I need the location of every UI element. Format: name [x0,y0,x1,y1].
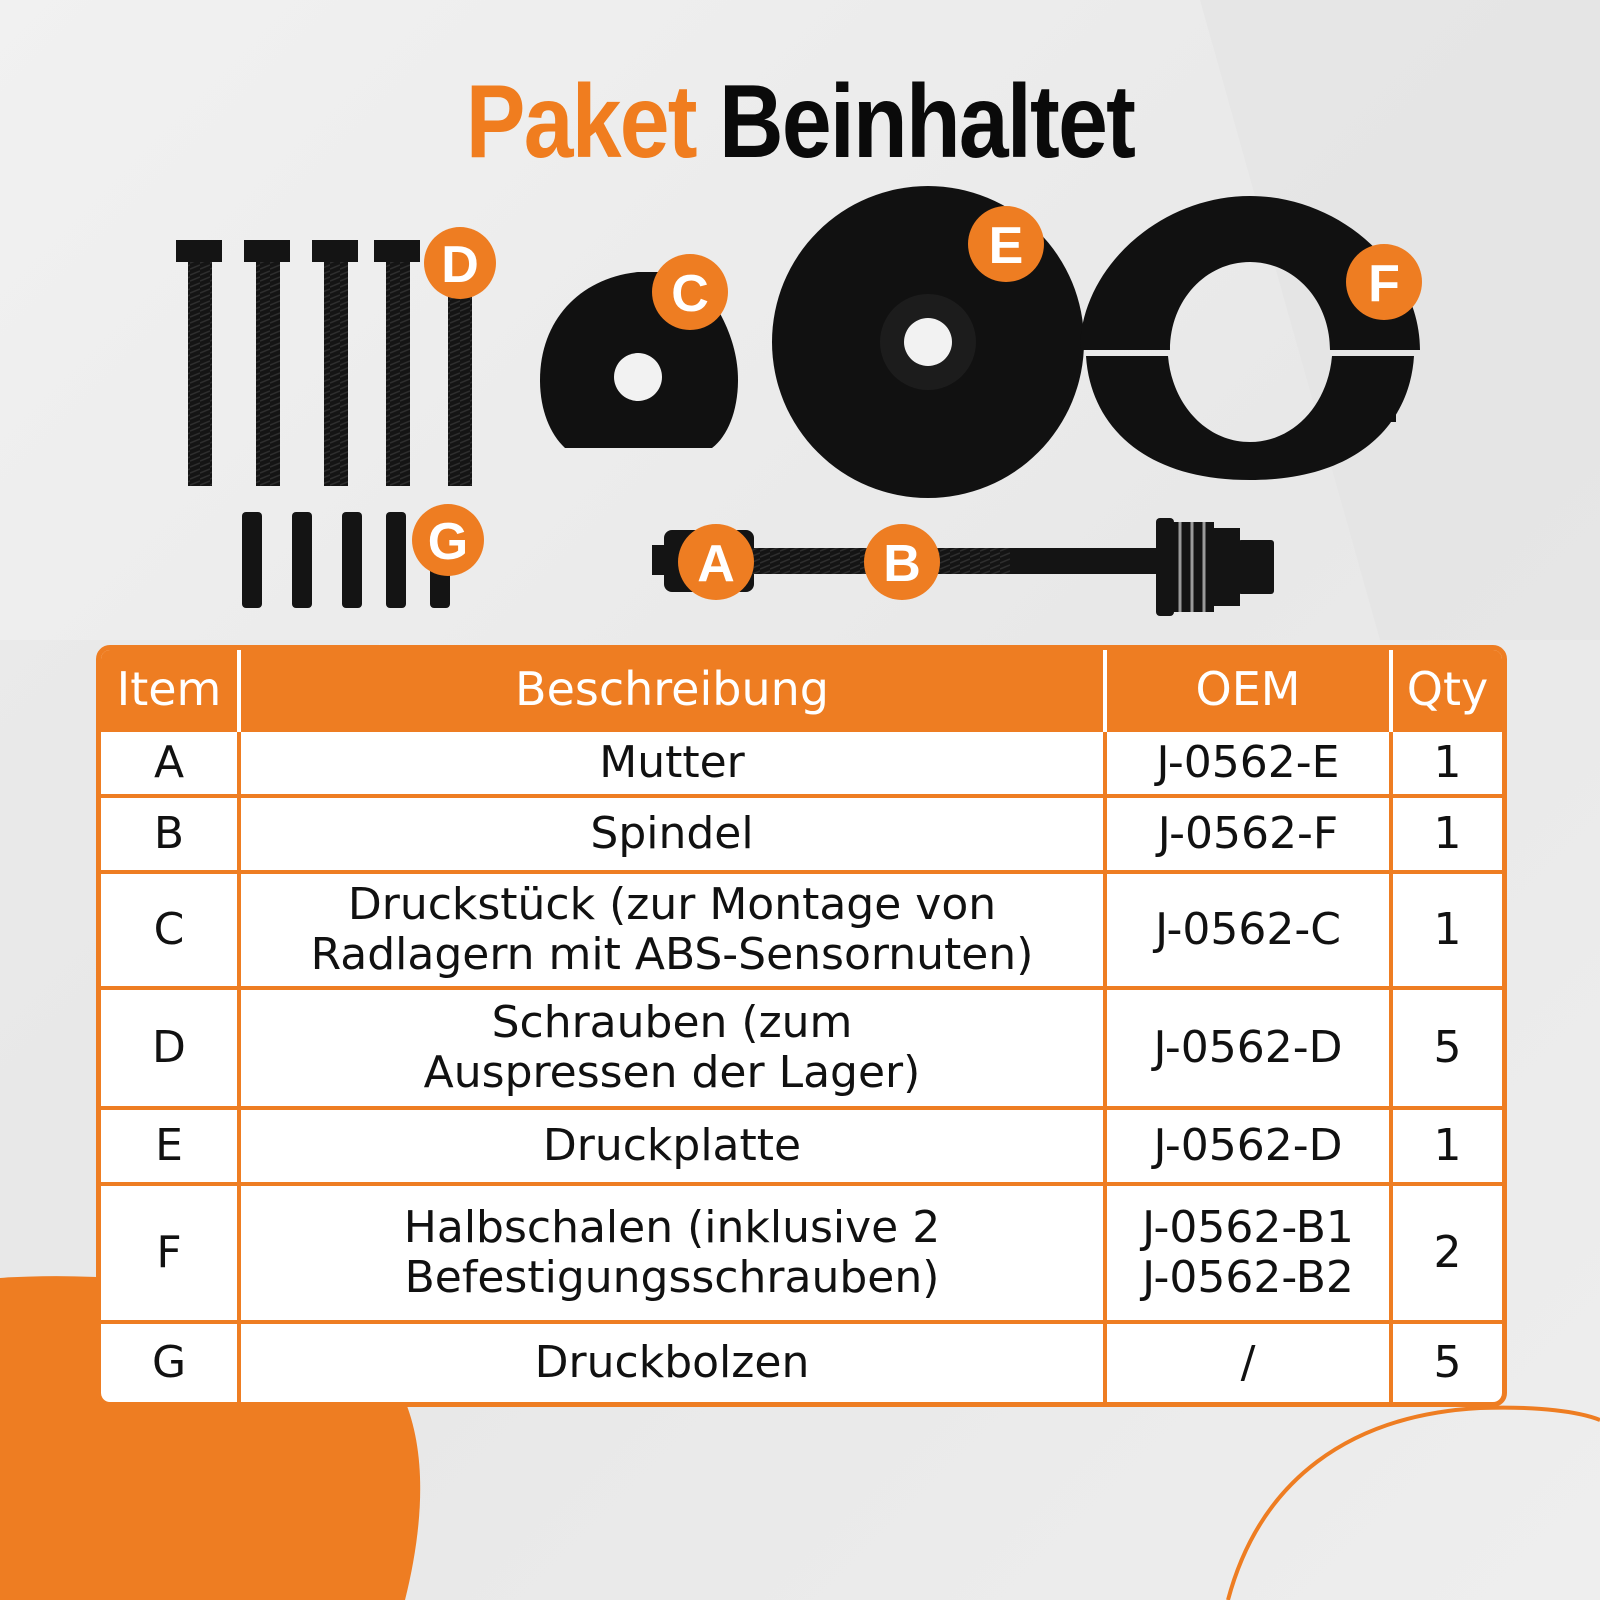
cell-item: B [101,796,239,872]
cell-oem [1105,872,1391,988]
title-part-1: Paket [465,64,696,180]
header-description: Beschreibung [239,650,1105,730]
cell-description [239,796,1105,872]
badge-f-label: F [1368,255,1400,313]
description-line: Radlagern mit ABS-Sensornuten) [310,929,1034,980]
header-oem: OEM [1105,650,1391,730]
oem-line: J-0562-D [1153,1022,1343,1073]
cell-item: C [101,872,239,988]
badge-b [864,524,940,600]
table-header-row [101,650,1502,730]
cell-description [239,872,1105,988]
description-line: Druckplatte [542,1120,802,1171]
half-shells-f [1080,196,1420,480]
badge-g-label: G [427,513,469,571]
table-row [101,988,1502,1108]
oem-line: J-0562-F [1157,808,1339,859]
cell-description [239,988,1105,1108]
badge-e-label: E [988,217,1024,275]
oem-line: J-0562-B1 [1142,1202,1354,1253]
cell-description [239,1108,1105,1184]
cell-description [239,1322,1105,1402]
description-line: Druckstück (zur Montage von [347,879,997,930]
badge-f [1346,244,1422,320]
badge-d [424,227,496,299]
badge-c-label: C [671,265,709,323]
oem-line: J-0562-B2 [1142,1252,1354,1303]
cell-item: G [101,1322,239,1402]
cell-item: A [101,730,239,796]
table-row [101,730,1502,796]
description-line: Mutter [599,737,745,788]
orange-arc-line [1228,1408,1600,1600]
badge-a [678,524,754,600]
description-line: Schrauben (zum [491,997,853,1048]
cell-oem [1105,988,1391,1108]
cell-description [239,730,1105,796]
cell-oem [1105,730,1391,796]
title-part-2: Beinhaltet [719,64,1135,180]
cell-item: E [101,1108,239,1184]
cell-oem [1105,1108,1391,1184]
header-item: Item [101,650,239,730]
table-row [101,872,1502,988]
description-line: Spindel [590,808,754,859]
table-row [101,1322,1502,1402]
badge-c [652,254,728,330]
parts-table [96,645,1507,1407]
header-qty: Qty [1391,650,1502,730]
cell-item: D [101,988,239,1108]
cell-oem [1105,1184,1391,1322]
oem-line: J-0562-E [1156,737,1340,788]
cell-qty: 1 [1391,796,1502,872]
badge-g [412,504,484,576]
oem-line: J-0562-C [1155,904,1341,955]
cell-item: F [101,1184,239,1322]
cell-qty: 5 [1391,1322,1502,1402]
badge-e [968,206,1044,282]
table-row [101,796,1502,872]
badge-a-label: A [697,535,735,593]
badge-b-label: B [883,535,921,593]
table-row [101,1184,1502,1322]
cell-qty: 1 [1391,1108,1502,1184]
parts-illustration [0,0,1600,640]
description-line: Druckbolzen [534,1337,810,1388]
cell-qty: 5 [1391,988,1502,1108]
table-row [101,1108,1502,1184]
description-line: Befestigungsschrauben) [404,1252,940,1303]
description-line: Halbschalen (inklusive 2 [403,1202,941,1253]
cell-oem [1105,796,1391,872]
cell-oem [1105,1322,1391,1402]
cell-qty: 1 [1391,730,1502,796]
description-line: Auspressen der Lager) [423,1047,921,1098]
cell-qty: 1 [1391,872,1502,988]
oem-line: / [1240,1337,1256,1388]
badge-d-label: D [441,236,479,294]
cell-qty: 2 [1391,1184,1502,1322]
cell-description [239,1184,1105,1322]
oem-line: J-0562-D [1153,1120,1343,1171]
